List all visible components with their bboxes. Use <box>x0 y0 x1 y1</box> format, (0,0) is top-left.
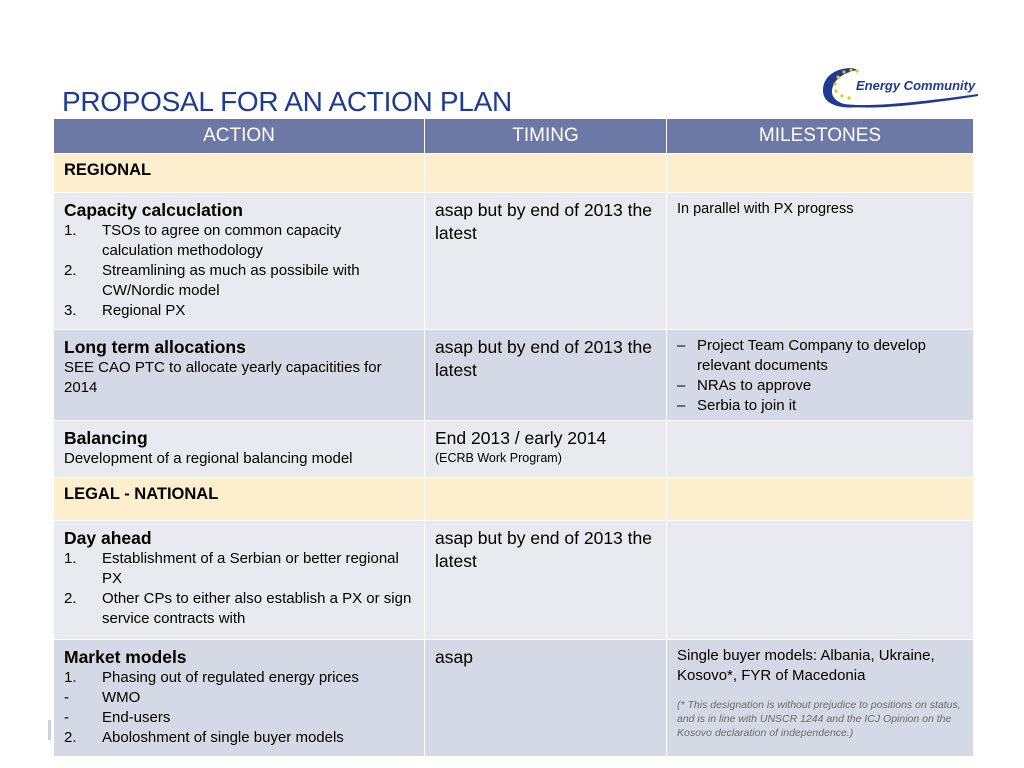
timing-cell <box>425 193 667 330</box>
section-label: LEGAL - NATIONAL <box>54 478 425 521</box>
empty-cell <box>425 154 667 193</box>
table-row-longterm <box>54 330 974 421</box>
table-row-balancing <box>54 421 974 478</box>
timing-cell <box>425 521 667 640</box>
timing-text: asap but by end of 2013 the latest <box>435 337 652 380</box>
table-row-market <box>54 640 974 757</box>
footnote: (* This designation is without prejudice to positions on status, and is in line with UNSCR 1244 and the ICJ Opinion on the Kosovo declaration of independence.) <box>677 699 961 739</box>
logo-text: Energy Community <box>856 78 976 93</box>
section-row-regional <box>54 154 974 193</box>
empty-cell <box>667 478 974 521</box>
action-list <box>64 221 414 321</box>
header-timing: TIMING <box>425 119 667 154</box>
item-description: SEE CAO PTC to allocate yearly capacitities for 2014 <box>64 359 382 396</box>
timing-cell <box>425 640 667 757</box>
action-list <box>64 549 414 629</box>
timing-cell <box>425 330 667 421</box>
list-item: - End-users <box>64 709 171 726</box>
item-title: Day ahead <box>64 528 152 548</box>
page-title: PROPOSAL FOR AN ACTION PLAN <box>62 86 512 117</box>
milestones-cell <box>667 193 974 330</box>
list-item: 1. Phasing out of regulated energy prices <box>64 669 359 686</box>
table-header-row <box>54 119 974 154</box>
list-item: 1. Establishment of a Serbian or better regional PX <box>64 550 399 587</box>
section-row-legal <box>54 478 974 521</box>
list-item: 2. Streamlining as much as possibile with CW/Nordic model <box>64 262 360 299</box>
item-title: Market models <box>64 647 187 667</box>
list-item: 2. Other CPs to either also establish a PX or sign service contracts with <box>64 590 412 627</box>
empty-cell <box>667 521 974 640</box>
item-description: Development of a regional balancing model <box>64 450 353 467</box>
action-list <box>64 668 414 748</box>
milestones-cell <box>667 330 974 421</box>
action-cell <box>54 330 425 421</box>
action-plan-table <box>53 118 974 757</box>
header-milestones: MILESTONES <box>667 119 974 154</box>
table-row-dayahead <box>54 521 974 640</box>
table-row-capacity <box>54 193 974 330</box>
timing-text: End 2013 / early 2014 <box>435 428 607 448</box>
item-title: Capacity calcuclation <box>64 200 243 220</box>
item-title: Long term allocations <box>64 337 246 357</box>
item-title: Balancing <box>64 428 148 448</box>
empty-cell <box>667 421 974 478</box>
list-item: – Serbia to join it <box>677 397 797 414</box>
timing-text: asap but by end of 2013 the latest <box>435 200 652 243</box>
list-item: - WMO <box>64 689 141 706</box>
milestone-text: Single buyer models: Albania, Ukraine, Kosovo*, FYR of Macedonia <box>677 647 935 684</box>
list-item: – NRAs to approve <box>677 377 812 394</box>
header-action: ACTION <box>54 119 425 154</box>
action-cell <box>54 521 425 640</box>
side-marker <box>48 720 51 740</box>
milestone-list <box>677 336 963 416</box>
list-item: – Project Team Company to develop relevant documents <box>677 337 927 374</box>
list-item: 3. Regional PX <box>64 302 186 319</box>
action-cell <box>54 640 425 757</box>
timing-cell <box>425 421 667 478</box>
energy-community-logo <box>818 62 983 112</box>
milestones-cell <box>667 640 974 757</box>
empty-cell <box>425 478 667 521</box>
list-item: 1. TSOs to agree on common capacity calculation methodology <box>64 222 342 259</box>
timing-text: asap <box>435 647 473 667</box>
list-item: 2. Aboloshment of single buyer models <box>64 729 344 746</box>
section-label: REGIONAL <box>54 154 425 193</box>
action-cell <box>54 421 425 478</box>
empty-cell <box>667 154 974 193</box>
milestone-text: In parallel with PX progress <box>677 201 854 217</box>
timing-note: (ECRB Work Program) <box>435 451 562 465</box>
timing-text: asap but by end of 2013 the latest <box>435 528 652 571</box>
action-cell <box>54 193 425 330</box>
